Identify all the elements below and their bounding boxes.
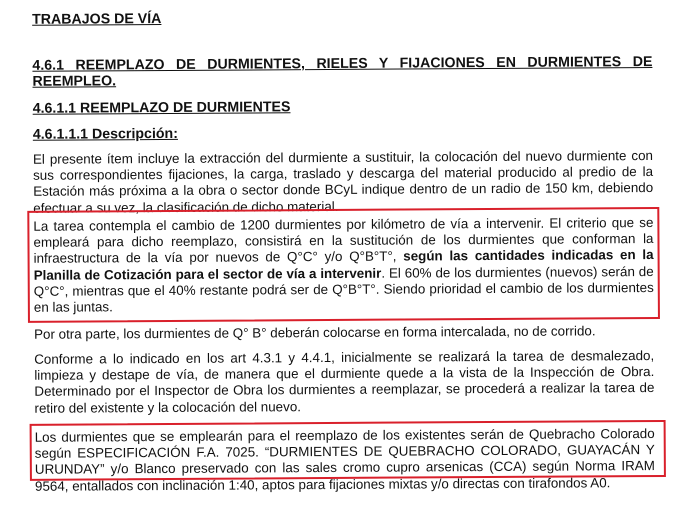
paragraph-procedure: Conforme a lo indicado en los art 4.3.1 y 4.4.1, inicialmente se realizará la tarea de desmalezado, limpieza y destape de vía, de manera que el durmiente quede a la vista de la Inspección de Obra. Determinado por el Inspector de Obra los durmientes a reemplazar, se procederá a realizar la tarea de retiro del existente y la colocación del nuevo. xyxy=(34,348,655,416)
paragraph-intercalated: Por otra parte, los durmientes de Q° B° deberán colocarse en forma intercalada, no de corrido. xyxy=(33,323,596,342)
highlight-box-criteria xyxy=(27,207,660,323)
section-title: TRABAJOS DE VÍA xyxy=(32,11,162,28)
paragraph-text-part: La tarea contempla el cambio de 1200 durmientes por kilómetro de vía a intervenir. El criterio que se empleará para dicho reemplazo, consistirá en la sustitución de los durmientes que conforman la infraestructura de la vía por nuevos de Q°C° y/o Q°B°T°, xyxy=(33,215,654,267)
heading-4-6-1-1-1: 4.6.1.1.1 Descripción: xyxy=(32,125,178,143)
paragraph-bold-text: según las cantidades indicadas en la Planilla de Cotización para el sector de vía a intervenir xyxy=(33,247,654,283)
highlight-box-materials xyxy=(30,420,666,481)
paragraph-materials: Los durmientes que se emplearán para el reemplazo de los existentes serán de Quebracho Colorado según ESPECIFICACIÓN F.A. 7025. “DURMIENTES DE QUEBRACHO COLORADO, GUAYACÁN Y URUNDAY” y/o Blanco preservado con las sales cromo cupro arsenicas (CCA) según Norma IRAM 9564, entallados con inclinación 1:40, aptos para fijaciones mixtas y/o directas con tirafondos A0. xyxy=(34,426,655,494)
paragraph-text-part: . El 60% de los durmientes (nuevos) serán de Q°C°, mientras que el 40% restante podrá ser de Q°B°T°. Siendo prioridad el cambio de los durmientes en las juntas. xyxy=(33,263,654,315)
heading-4-6-1-1: 4.6.1.1 REEMPLAZO DE DURMIENTES xyxy=(32,99,291,117)
heading-4-6-1: 4.6.1 REEMPLAZO DE DURMIENTES, RIELES Y FIJACIONES EN DURMIENTES DE REEMPLEO. xyxy=(32,54,653,90)
paragraph-description: El presente ítem incluye la extracción del durmiente a sustituir, la colocación del nuevo durmiente con sus correspondientes fijaciones, la carga, traslado y descarga del material producido al predio de la Estación más próxima a la obra o sector donde BCyL indique dentro de un radio de 150 km, debiendo efectuar a su vez, la clasificación de dicho material. xyxy=(32,148,654,216)
